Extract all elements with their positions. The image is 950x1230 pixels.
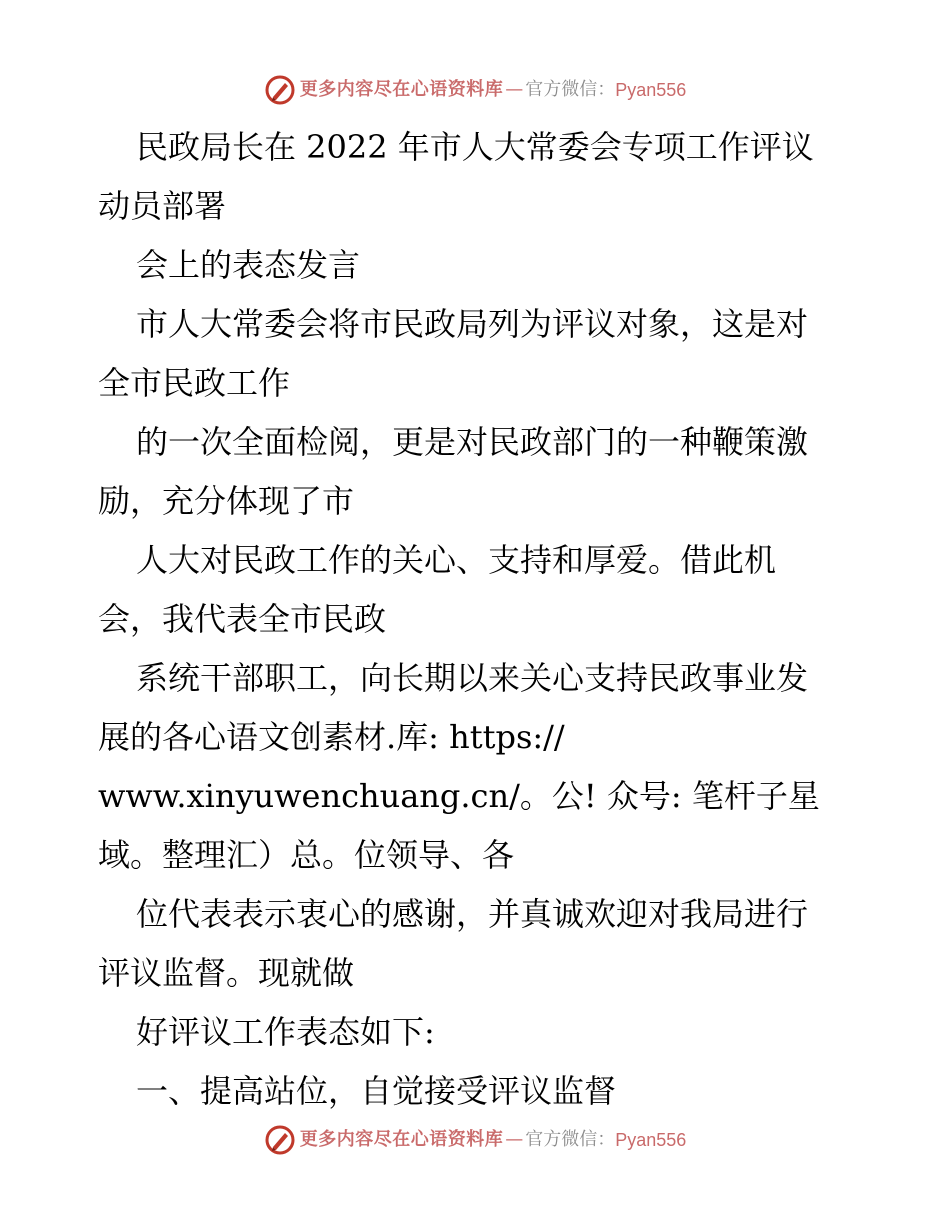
pen-logo-icon [264, 1124, 296, 1156]
text-line: 励，充分体现了市 [98, 482, 355, 520]
watermark-dash: — [505, 1129, 524, 1150]
text-line: www.xinyuwenchuang.cn/。公! 众号: 笔杆子星 [98, 777, 820, 815]
text-line: 动员部署 [98, 187, 227, 225]
text-line: 位代表表示衷心的感谢，并真诚欢迎对我局进行 [136, 895, 809, 933]
watermark-label: 官方微信： [525, 79, 616, 100]
text-line: 全市民政工作 [98, 364, 291, 402]
text-line: 的一次全面检阅，更是对民政部门的一种鞭策激 [136, 423, 809, 461]
text-line: 民政局长在 2022 年市人大常委会专项工作评议 [136, 128, 814, 166]
paragraph [98, 295, 868, 413]
paragraph [98, 531, 868, 649]
paragraph [98, 885, 868, 1003]
text-line: 人大对民政工作的关心、支持和厚爱。借此机 [136, 541, 777, 579]
section-heading [98, 1062, 868, 1121]
watermark-footer [0, 1120, 950, 1160]
watermark-main-text: 更多内容尽在心语资料库 [299, 79, 504, 100]
document-subtitle-line [98, 236, 868, 295]
text-line: 会，我代表全市民政 [98, 600, 387, 638]
text-line: 域。整理汇）总。位领导、各 [98, 836, 515, 874]
paragraph [98, 1003, 868, 1062]
paragraph [98, 649, 868, 885]
text-line: 评议监督。现就做 [98, 954, 355, 992]
text-line: 会上的表态发言 [136, 246, 361, 284]
document-title-line [98, 118, 868, 236]
text-line: 系统干部职工，向长期以来关心支持民政事业发 [136, 659, 809, 697]
watermark-label: 官方微信： [525, 1129, 616, 1150]
text-line: 一、提高站位，自觉接受评议监督 [136, 1072, 617, 1110]
watermark-dash: — [505, 79, 524, 100]
watermark-wechat-id: Pyan556 [615, 1130, 687, 1150]
pen-logo-icon [264, 74, 296, 106]
document-body [98, 118, 868, 1121]
text-line: 展的各心语文创素材.库: https:// [98, 718, 565, 756]
paragraph [98, 413, 868, 531]
text-line: 市人大常委会将市民政局列为评议对象，这是对 [136, 305, 809, 343]
watermark-main-text: 更多内容尽在心语资料库 [299, 1129, 504, 1150]
watermark-header [0, 70, 950, 110]
watermark-wechat-id: Pyan556 [615, 80, 687, 100]
text-line: 好评议工作表态如下: [136, 1013, 435, 1051]
